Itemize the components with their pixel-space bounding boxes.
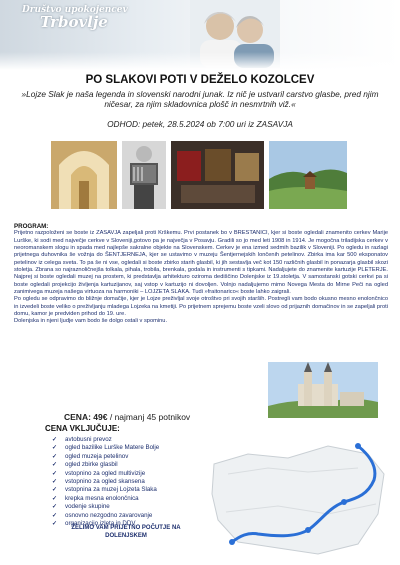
- list-item: ✓ vodenje skupine: [52, 503, 110, 511]
- page-title: PO SLAKOVI POTI V DEŽELO KOZOLCEV: [85, 74, 315, 86]
- program-section: [14, 223, 388, 326]
- list-item: ✓ ogled muzeja petelinov: [52, 452, 129, 460]
- check-icon: ✓: [52, 494, 58, 502]
- departure-info: ODHOD: petek, 28.5.2024 ob 7:00 uri iz ZASAVJA: [107, 119, 293, 129]
- basilica-interior-photo: [51, 141, 117, 209]
- price-note: / najmanj 45 potnikov: [109, 412, 191, 422]
- check-icon: ✓: [52, 444, 58, 452]
- check-icon: ✓: [52, 503, 58, 511]
- club-name-line1: Društvo upokojencev: [22, 5, 128, 15]
- list-item: ✓ organizacijo izleta in DDV: [52, 520, 136, 528]
- price-label: CENA: 49€: [64, 412, 108, 422]
- list-item: ✓ vstopnina za muzej Lojzeta Slaka: [52, 486, 157, 494]
- price-info: [64, 412, 190, 422]
- club-name-line2: Trbovlje: [40, 13, 108, 32]
- list-item: ✓ avtobusni prevoz: [52, 436, 112, 443]
- club-logo-text: [22, 6, 128, 31]
- closing-wish: ŽELIMO VAM PRIJETNO POČUTJE NA DOLENJSKEM: [71, 525, 181, 539]
- includes-heading: CENA VKLJUČUJE:: [45, 424, 120, 433]
- check-icon: ✓: [52, 469, 58, 477]
- list-item: ✓ ogled zbirke glasbil: [52, 461, 118, 469]
- church-photo: [268, 362, 378, 418]
- program-paragraph: Prijetno razpoloženi se boste iz ZASAVJA zapeljali proti Krškemu. Prvi postanek bo v BRESTANICI, kjer si boste ogledali znamenito cerkev Marije Lurške, ki sodi med največje cerkve v Sloveniji,gotovo pa je največja v Posavju. Gradili so jo med leti 1908 in 1914. Je mogočna triladijska cerkev v neoromanskem slogu in spada med najlepše sakralne objekte na Slovenskem. Cerkev je ena izmed sedmih bazilik v Sloveniji. Po ogledu in razlagi prijetnega duhovnika še vožnja do ŠENTJERNEJA, kjer se ustavimo v muzeju Šentjernejskih lončenih petelinov. Zbirka ima kar 500 eksponatov petelinov iz celega sveta. To pa še ni vse, ogledali si boste zbirko starih glasbil, ki jih sestavlja več kot 150 različnih glasbil in ponazarja glasbil skozi stoletja. Zbrana so najraznoličnejša tolkala, pihala, trobila, brenkala, godala in instrumenti s tipkami. Nadaljujete do znamenite kartuzije PLETERJE. Najprej si boste ogledali muzej na prostem, ki predstavlja arhitekturo oziroma dediščino Dolenjske iz 19.stoletja. V samostanski gotski cerkvi pa si boste ogledali projekcijo življenja kartuzijanov, saj vstop v kartuzijo ni dovoljen. Volnjo nadaljujemo mimo Novega Mesta do Mirne Peči na ogled zanimivega muzeja našega virtuoza na harmoniki – LOJZETA SLAKA. Tudi »fraitonarico« boste lahko zaigrali.: [14, 230, 388, 296]
- list-item: ✓ osnovno nezgodno zavarovanje: [52, 511, 153, 519]
- program-paragraph: Po ogledu se odpravimo do bližnje domačije, kjer je Lojze preživljal svoje otroštvo pri svojih starših. Postregli vam bodo okusno mesno enolončnico in izvedeli boste veliko o preživljanju mladega Lojzeka na kmetiji. Po prijetnem sprejemu boste vzeli slovo od prijaznih domačinov in se zapeljali proti domu, kamor je predviden prihod do 19. ure.: [14, 296, 388, 318]
- check-icon: ✓: [52, 486, 58, 494]
- lojze-slak-accordion-photo: [122, 141, 166, 209]
- program-heading: PROGRAM:: [14, 223, 49, 230]
- check-icon: ✓: [52, 436, 58, 443]
- landscape-photo: [269, 141, 347, 209]
- list-item: ✓ vstopnino za ogled skansena: [52, 478, 145, 486]
- list-item: ✓ ogled bazilike Lurške Matere Bolje: [52, 444, 160, 452]
- route-map: [208, 424, 388, 560]
- check-icon: ✓: [52, 478, 58, 486]
- accordion-museum-photo: [171, 141, 264, 209]
- intro-quote: »Lojze Slak je naša legenda in slovenski narodni junak. Iz nič je ustvaril carstvo glasbe, pred njim ničesar, za njim skladovnica plošč in nesmrtnih viž.«: [21, 89, 379, 109]
- header-banner: [0, 0, 400, 70]
- program-paragraph: Dolenjska in njeni ljudje vam bodo še dolgo ostali v spominu.: [14, 318, 168, 325]
- includes-list: [52, 436, 159, 528]
- photo-strip: [0, 141, 400, 215]
- check-icon: ✓: [52, 452, 58, 460]
- check-icon: ✓: [52, 511, 58, 519]
- check-icon: ✓: [52, 461, 58, 469]
- list-item: ✓ vstopnino za ogled multivizije: [52, 469, 146, 477]
- check-icon: ✓: [52, 520, 58, 528]
- list-item: ✓ krepka mesna enolončnica: [52, 494, 139, 502]
